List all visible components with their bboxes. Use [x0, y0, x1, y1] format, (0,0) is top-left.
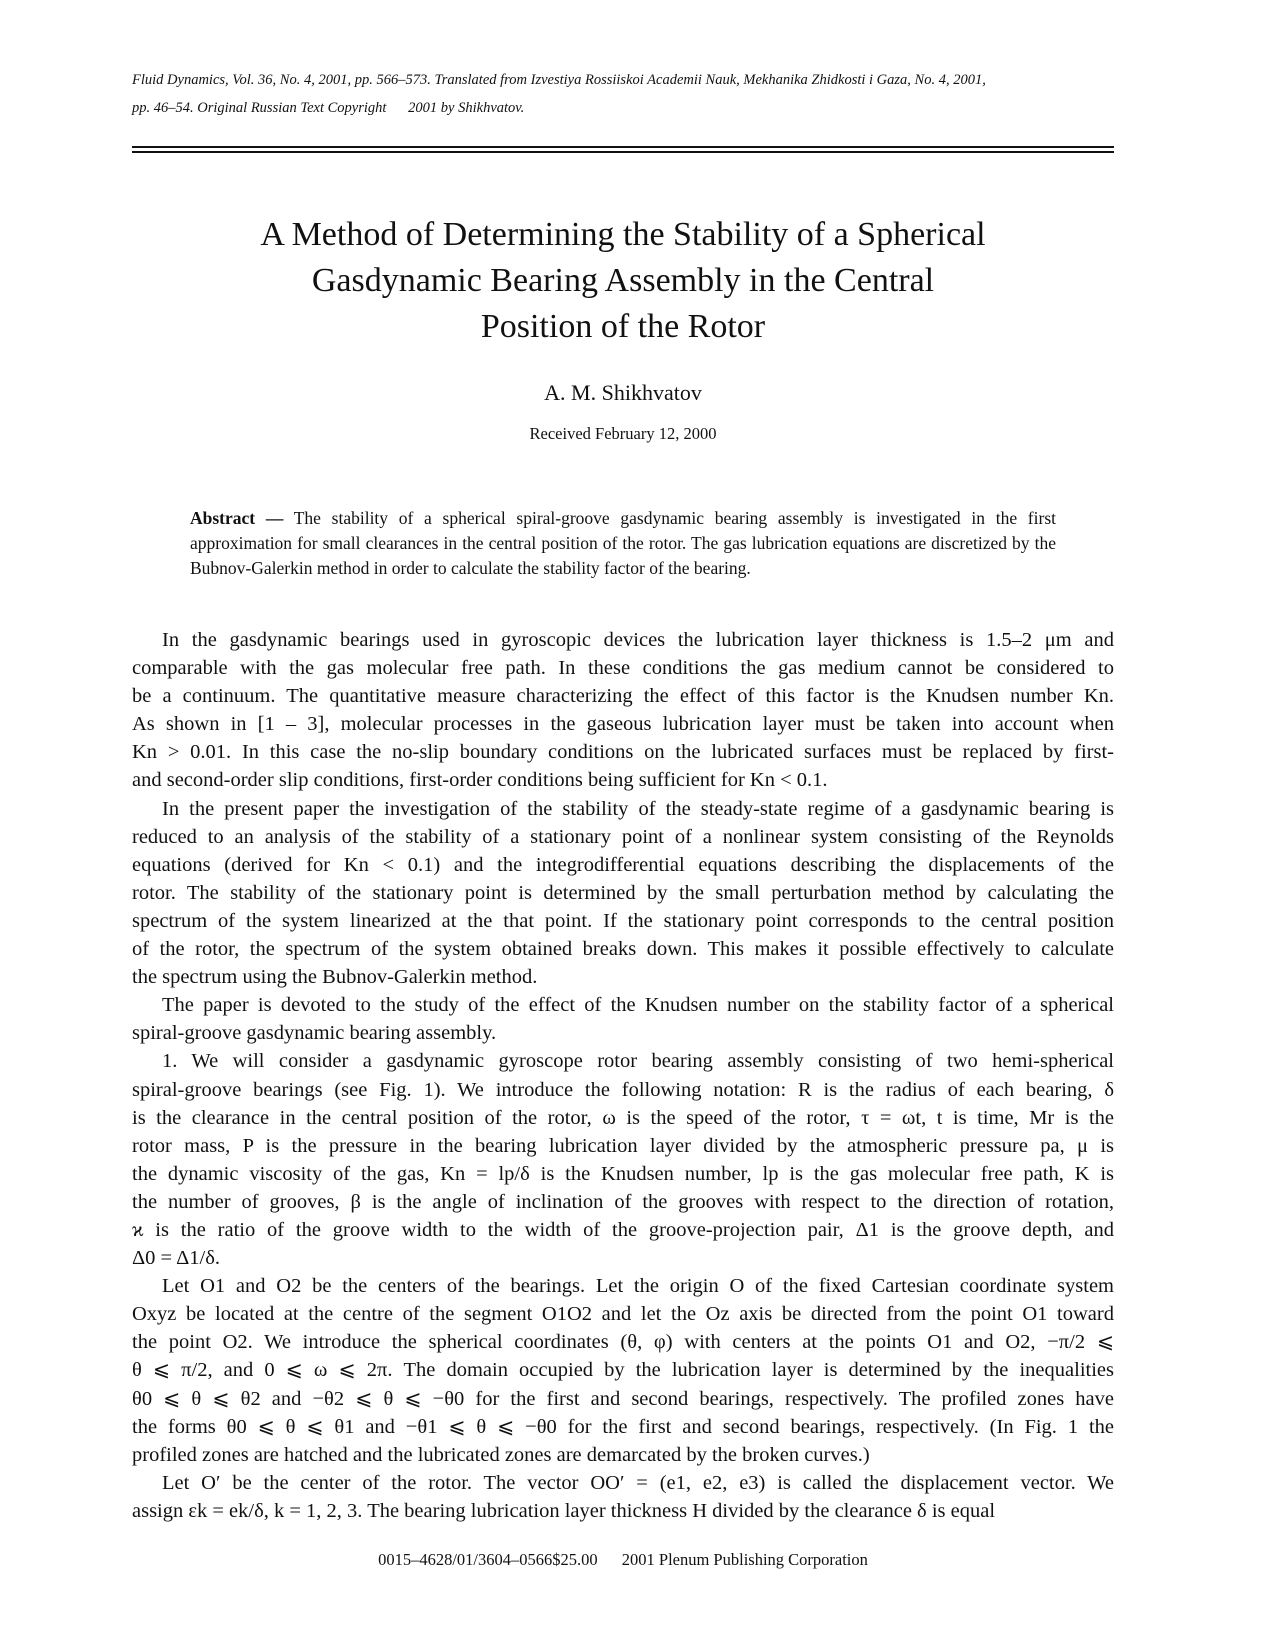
paragraph — [132, 795, 1114, 992]
paragraph-line: As shown in [1 – 3], molecular processes in the gaseous lubrication layer must be taken into account when — [132, 713, 1114, 736]
paragraph-line: the number of grooves, β is the angle of inclination of the grooves with respect to the direction of rotation, — [132, 1190, 1114, 1213]
paragraph-line: the point O2. We introduce the spherical coordinates (θ, φ) with centers at the points O1 and O2, −π/2 ⩽ — [132, 1331, 1114, 1354]
abstract-text: The stability of a spherical spiral-groove gasdynamic bearing assembly is investigated in the first approximation for small clearances in the central position of the rotor. The gas lubrication equations are discretized by the Bubnov-Galerkin method in order to calculate the stability factor of the bearing. — [190, 508, 1056, 578]
paragraph-line: In the gasdynamic bearings used in gyroscopic devices the lubrication layer thickness is 1.5–2 μm and — [162, 629, 1114, 651]
header-rule-top — [132, 146, 1114, 148]
paragraph — [132, 1272, 1114, 1469]
body-text — [132, 626, 1114, 1525]
paragraph-line: rotor mass, P is the pressure in the bearing lubrication layer divided by the atmospheric pressure pa, μ is — [132, 1134, 1114, 1157]
paragraph-line: Kn > 0.01. In this case the no-slip boundary conditions on the lubricated surfaces must be replaced by first- — [132, 741, 1114, 764]
footer — [132, 1548, 1114, 1572]
paragraph-line: spiral-groove gasdynamic bearing assembly. — [132, 1022, 497, 1045]
paragraph-line: The paper is devoted to the study of the effect of the Knudsen number on the stability factor of a spherical — [162, 994, 1114, 1017]
paragraph-line: comparable with the gas molecular free path. In these conditions the gas medium cannot be considered to — [132, 657, 1114, 680]
paragraph-line: the forms θ0 ⩽ θ ⩽ θ1 and −θ1 ⩽ θ ⩽ −θ0 for the first and second bearings, respectively. (In Fig. 1 the — [132, 1415, 1114, 1438]
paragraph-line: rotor. The stability of the stationary point is determined by the small perturbation method by calculating the — [132, 881, 1114, 904]
paper-title — [132, 212, 1114, 350]
header-line-1: Fluid Dynamics, Vol. 36, No. 4, 2001, pp. 566–573. Translated from Izvestiya Rossiiskoi Academii Nauk, Mekhanika Zhidkosti i Gaza, No. 4, 2001, — [132, 72, 986, 88]
paragraph — [132, 1047, 1114, 1272]
paragraph-line: θ ⩽ π/2, and 0 ⩽ ω ⩽ 2π. The domain occupied by the lubrication layer is determined by the inequalities — [132, 1359, 1114, 1382]
paragraph-line: Oxyz be located at the centre of the segment O1O2 and let the Oz axis be directed from the point O1 toward — [132, 1303, 1114, 1326]
paragraph-line: equations (derived for Kn < 0.1) and the integrodifferential equations describing the displacements of the — [132, 853, 1114, 876]
paragraph-line: assign εk = ek/δ, k = 1, 2, 3. The bearing lubrication layer thickness H divided by the clearance δ is equal — [132, 1499, 996, 1522]
paragraph — [132, 991, 1114, 1047]
received-date: Received February 12, 2000 — [529, 424, 717, 443]
paragraph-line: In the present paper the investigation of the stability of the steady-state regime of a gasdynamic bearing is — [162, 797, 1114, 820]
paragraph-line: 1. We will consider a gasdynamic gyroscope rotor bearing assembly consisting of two hemi-spherical — [162, 1050, 1114, 1073]
paragraph-line: is the clearance in the central position of the rotor, ω is the speed of the rotor, τ = ωt, t is time, Mr is the — [132, 1106, 1114, 1129]
paragraph — [132, 626, 1114, 795]
header-line-2: pp. 46–54. Original Russian Text Copyright 2001 by Shikhvatov. — [132, 100, 525, 116]
paragraph-line: ϰ is the ratio of the groove width to the width of the groove-projection pair, Δ1 is the groove depth, and — [132, 1218, 1114, 1241]
paragraph-line: the dynamic viscosity of the gas, Kn = lp/δ is the Knudsen number, lp is the gas molecular free path, K is — [132, 1162, 1114, 1185]
paragraph-line: profiled zones are hatched and the lubricated zones are demarcated by the broken curves.) — [132, 1443, 870, 1466]
paragraph-line: the spectrum using the Bubnov-Galerkin method. — [132, 966, 538, 989]
paragraph-line: and second-order slip conditions, first-order conditions being sufficient for Kn < 0.1. — [132, 769, 828, 792]
title-line: Gasdynamic Bearing Assembly in the Central — [311, 262, 935, 299]
paragraph-line: reduced to an analysis of the stability of a stationary point of a nonlinear system consisting of the Reynolds — [132, 825, 1114, 848]
abstract — [190, 506, 1056, 581]
paragraph-line: Let O′ be the center of the rotor. The vector OO′ = (e1, e2, e3) is called the displacement vector. We — [162, 1471, 1114, 1494]
footer-code: 0015–4628/01/3604–0566$25.00 — [378, 1550, 598, 1569]
paragraph — [132, 1469, 1114, 1525]
paragraph-line: of the rotor, the spectrum of the system obtained breaks down. This makes it possible effectively to calculate — [132, 938, 1114, 961]
paragraph-line: spiral-groove bearings (see Fig. 1). We introduce the following notation: R is the radius of each bearing, δ — [132, 1078, 1114, 1101]
header-rule-bottom — [132, 151, 1114, 153]
abstract-label: Abstract — — [190, 508, 284, 528]
title-line: A Method of Determining the Stability of a Spherical — [260, 216, 986, 253]
author: A. M. Shikhvatov — [544, 380, 702, 405]
title-line: Position of the Rotor — [480, 308, 766, 345]
footer-publisher: 2001 Plenum Publishing Corporation — [621, 1550, 868, 1569]
journal-header — [132, 66, 1114, 122]
paragraph-line: spectrum of the system linearized at the that point. If the stationary point corresponds to the central position — [132, 909, 1114, 932]
paragraph-line: Let O1 and O2 be the centers of the bearings. Let the origin O of the fixed Cartesian coordinate system — [162, 1275, 1114, 1298]
paragraph-line: Δ0 = Δ1/δ. — [132, 1247, 221, 1270]
paragraph-line: be a continuum. The quantitative measure characterizing the effect of this factor is the Knudsen number Kn. — [132, 685, 1114, 708]
paragraph-line: θ0 ⩽ θ ⩽ θ2 and −θ2 ⩽ θ ⩽ −θ0 for the first and second bearings, respectively. The profiled zones have — [132, 1387, 1114, 1410]
